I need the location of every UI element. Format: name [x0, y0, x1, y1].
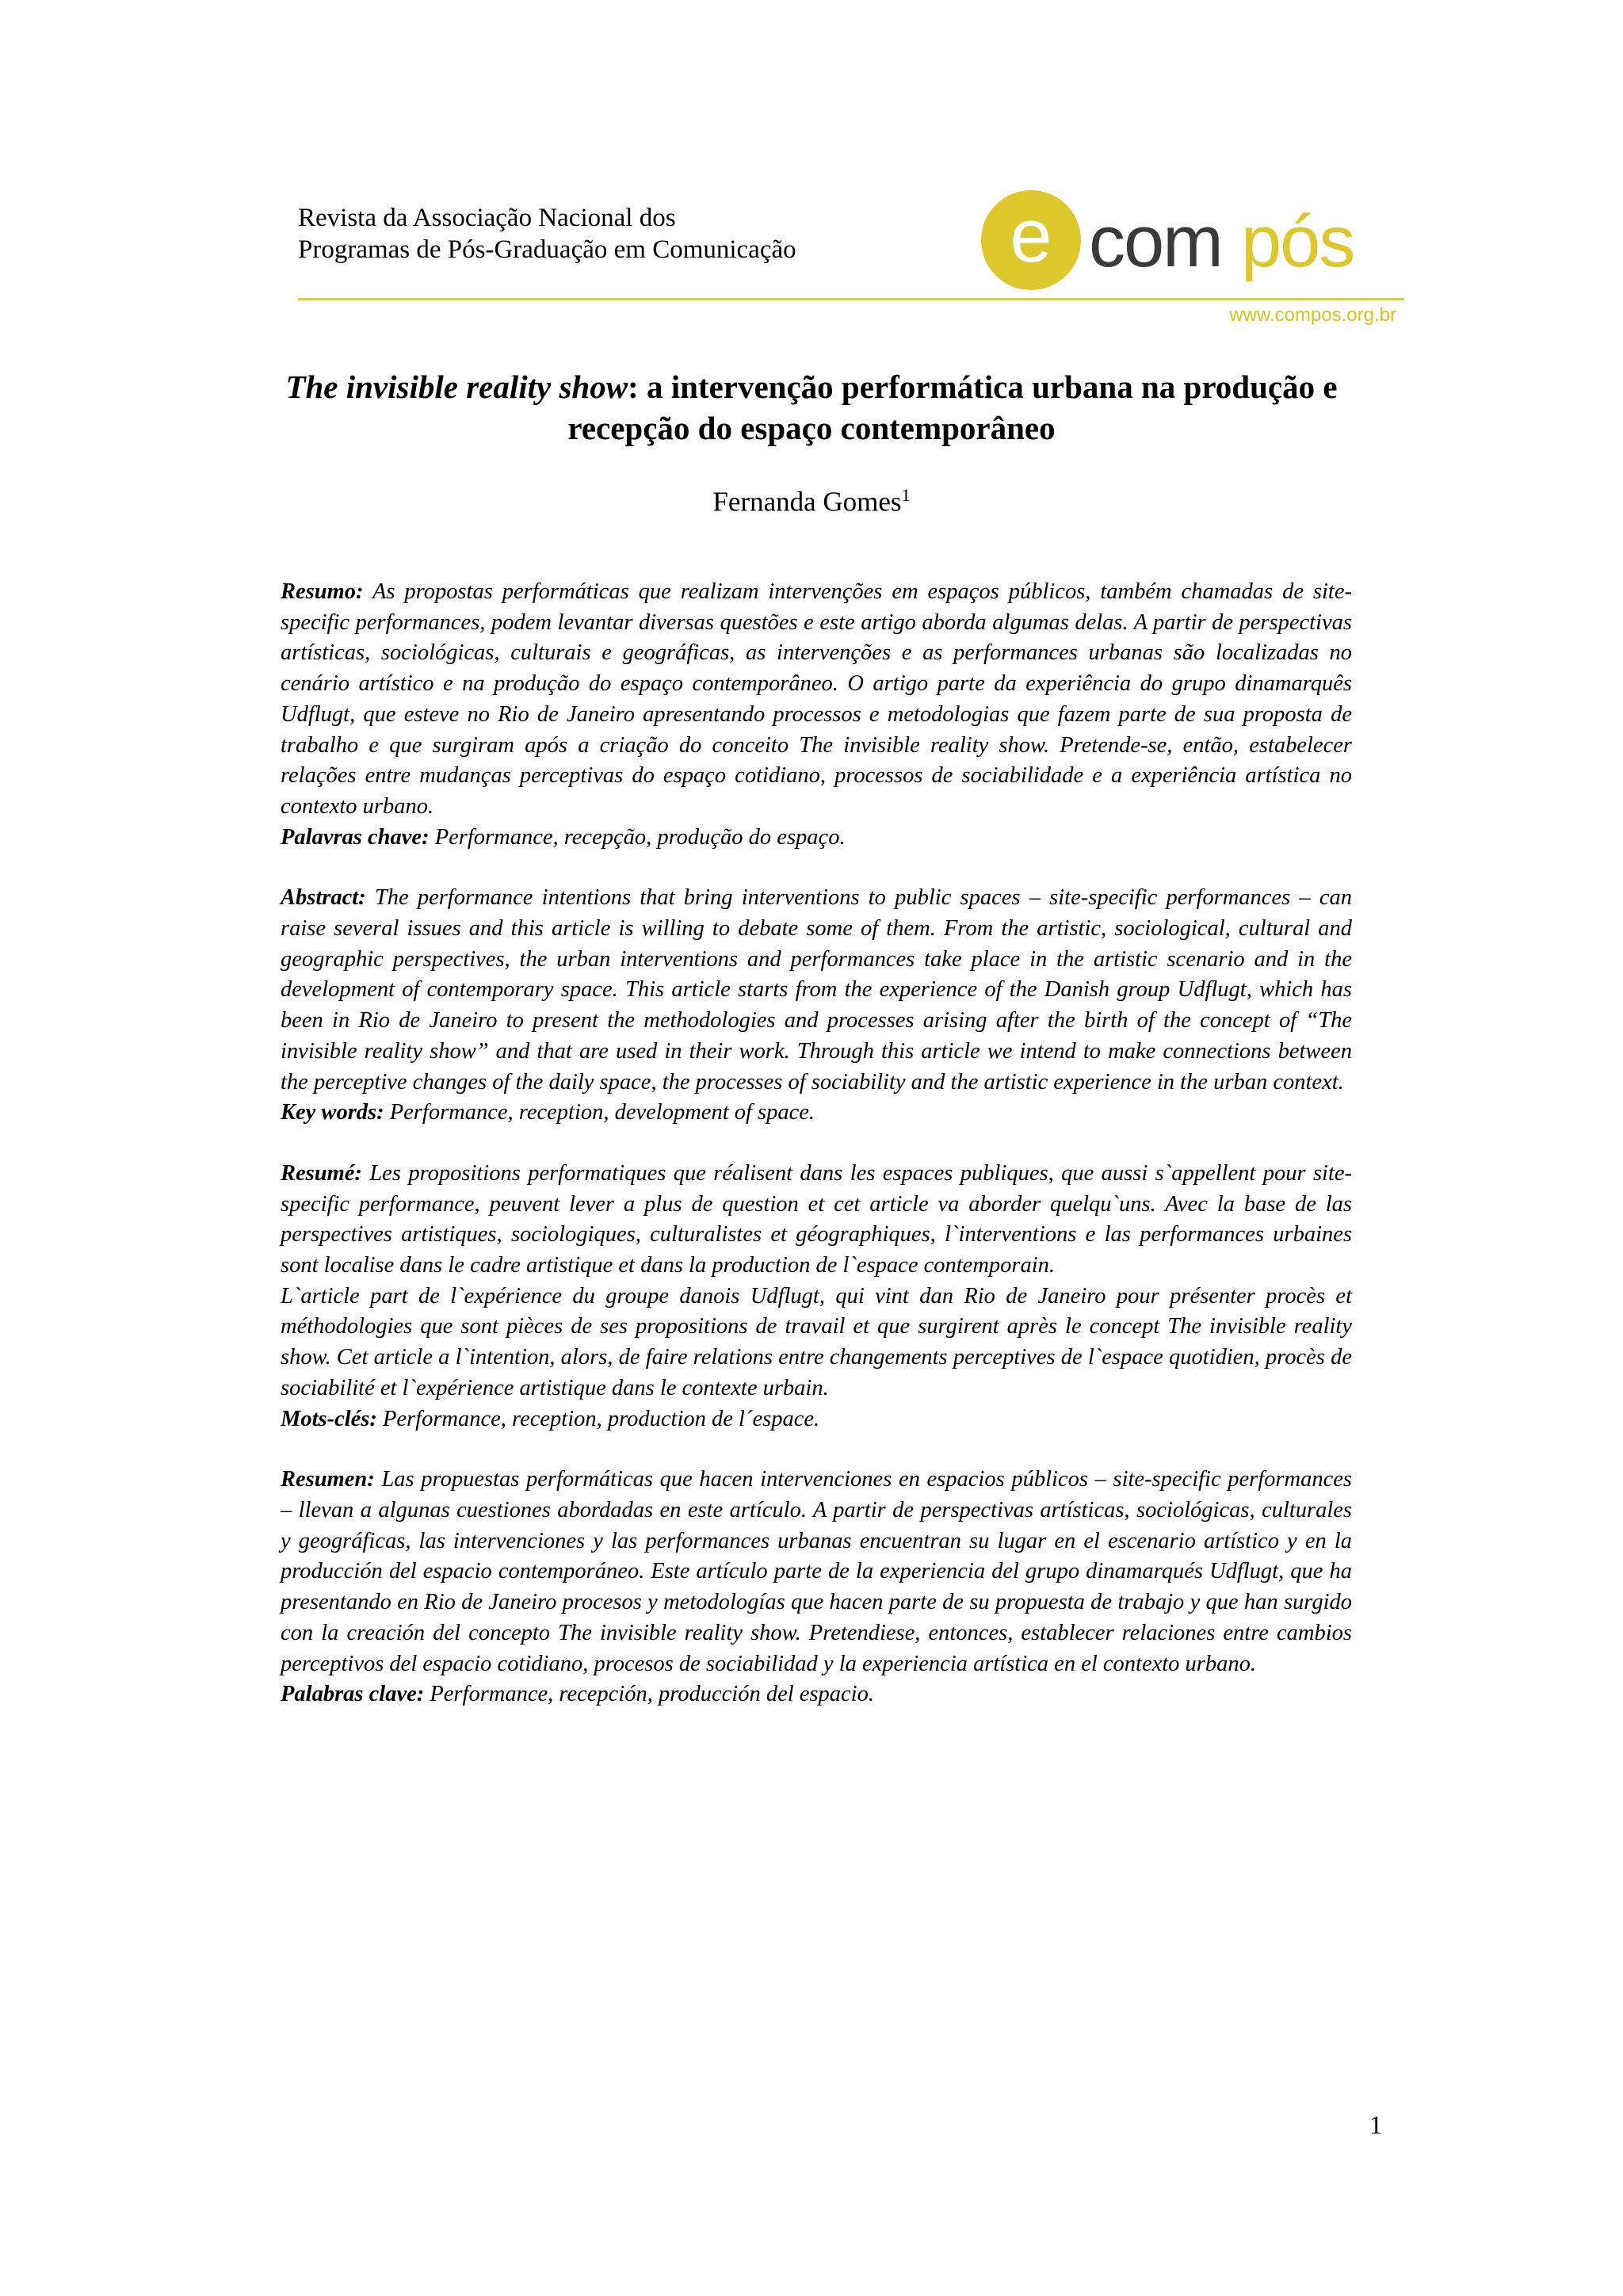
resumo-text: As propostas performáticas que realizam intervenções em espaços públicos, também chamadas de site-specific performances, podem levantar diversas questões e este artigo aborda algumas delas. A partir de perspectivas artísticas, sociológicas, culturais e geográficas, as intervenções e as performances urbanas são localizadas no cenário artístico e na produção do espaço contemporâneo. O artigo parte da experiência do grupo dinamarquês Udflugt, que esteve no Rio de Janeiro apresentando processos e metodologias que fazem parte de sua proposta de trabalho e que surgiram após a criação do conceito The invisible reality show. Pretende-se, então, estabelecer relações entre mudanças perceptivas do espaço cotidiano, processos de sociabilidade e a experiência artística no contexto urbano. [281, 579, 1352, 819]
resumen-keywords-text: Performance, recepción, producción del espacio. [430, 1682, 874, 1707]
resume-keywords [281, 1404, 1352, 1435]
resumo-keywords-text: Performance, recepção, produção do espaço. [434, 824, 846, 850]
resume-text-1: Les propositions performatiques que réalisent dans les espaces publiques, que aussi s`appellent pour site-specific performance, peuvent lever a plus de question et cet article va aborder quelqu`uns. Avec la base de las perspectives artistiques, sociologiques, culturalistes et géographiques, l`interventions e las performances urbaines sont localise dans le cadre artistique et dans la production de l`espace contemporain. [281, 1160, 1353, 1278]
resumo-paragraph [281, 577, 1352, 823]
resume-text-2: L`article part de l`expérience du groupe danois Udflugt, qui vint dan Rio de Janeiro pour présenter procès et méthodologies que sont pièces de ses propositions de travail et que surgirent après le concept The invisible reality show. Cet article a l`intention, alors, de faire relations entre changements perceptives de l`espace quotidien, procès de sociabilité et l`expérience artistique dans le contexte urbain. [281, 1283, 1352, 1400]
journal-header [298, 202, 796, 266]
author [0, 485, 1623, 518]
journal-name-line2: Programas de Pós-Graduação em Comunicação [298, 235, 796, 264]
abstract-text: The performance intentions that bring interventions to public spaces – site-specific performances – can raise several issues and this article is willing to debate some of them. From the artistic, sociological, cultural and geographic perspectives, the urban interventions and performances take place in the artistic scenario and in the development of contemporary space. This article starts from the experience of the Danish group Udflugt, which has been in Rio de Janeiro to present the methodologies and processes arising after the birth of the concept of “The invisible reality show” and that are used in their work. Through this article we intend to make connections between the perceptive changes of the daily space, the processes of sociability and the artistic experience in the urban context. [281, 885, 1352, 1095]
logo-pos: pós [1241, 201, 1354, 282]
abstract-keywords [281, 1098, 1352, 1129]
logo-com: com [1089, 201, 1222, 282]
resume-keywords-label: Mots-clés: [281, 1406, 377, 1431]
abstract-keywords-text: Performance, reception, development of space. [389, 1100, 815, 1125]
abstract-label: Abstract: [281, 885, 366, 911]
compos-logo [980, 189, 1392, 292]
resumo-label: Resumo: [281, 579, 364, 604]
resumen-label: Resumen: [281, 1467, 375, 1492]
abstract-paragraph [281, 883, 1352, 1098]
resumen-paragraph [281, 1465, 1352, 1679]
resume-paragraph [281, 1159, 1352, 1282]
resumen-keywords [281, 1679, 1352, 1710]
author-name: Fernanda Gomes [712, 486, 902, 518]
title-rest: : a intervenção performática urbana na produção e recepção do espaço contemporâneo [567, 369, 1338, 446]
abstracts [281, 577, 1352, 1710]
article-title [269, 366, 1354, 449]
resumo-keywords [281, 823, 1352, 854]
title-italic: The invisible reality show [285, 369, 628, 405]
journal-name-line1: Revista da Associação Nacional dos [298, 204, 676, 232]
resume-keywords-text: Performance, reception, production de l´espace. [383, 1406, 820, 1431]
header-rule [298, 298, 1404, 300]
website-url[interactable]: www.compos.org.br [1229, 304, 1396, 326]
resumen-keywords-label: Palabras clave: [281, 1682, 425, 1707]
logo-e: e [1010, 193, 1052, 278]
resumo-keywords-label: Palavras chave: [281, 824, 430, 850]
resumen-text: Las propuestas performáticas que hacen intervenciones en espacios públicos – site-specific performances – llevan a algunas cuestiones abordadas en este artículo. A partir de perspectivas artísticas, sociológicas, culturales y geográficas, las intervenciones y las performances urbanas encuentran su lugar en el escenario artístico y en la producción del espacio contemporáneo. Este artículo parte de la experiencia del grupo dinamarqués Udflugt, que ha presentando en Rio de Janeiro procesos y metodologías que hacen parte de su propuesta de trabajo y que han surgido con la creación del concepto The invisible reality show. Pretendiese, entonces, establecer relaciones entre cambios perceptivos del espacio cotidiano, procesos de sociabilidad y la experiencia artística en el contexto urbano. [281, 1467, 1352, 1676]
footnote-mark[interactable]: 1 [901, 485, 911, 505]
resume-paragraph-2 [281, 1282, 1352, 1404]
page-number: 1 [1369, 2111, 1383, 2140]
abstract-keywords-label: Key words: [281, 1100, 384, 1125]
resume-label: Resumé: [281, 1160, 362, 1186]
